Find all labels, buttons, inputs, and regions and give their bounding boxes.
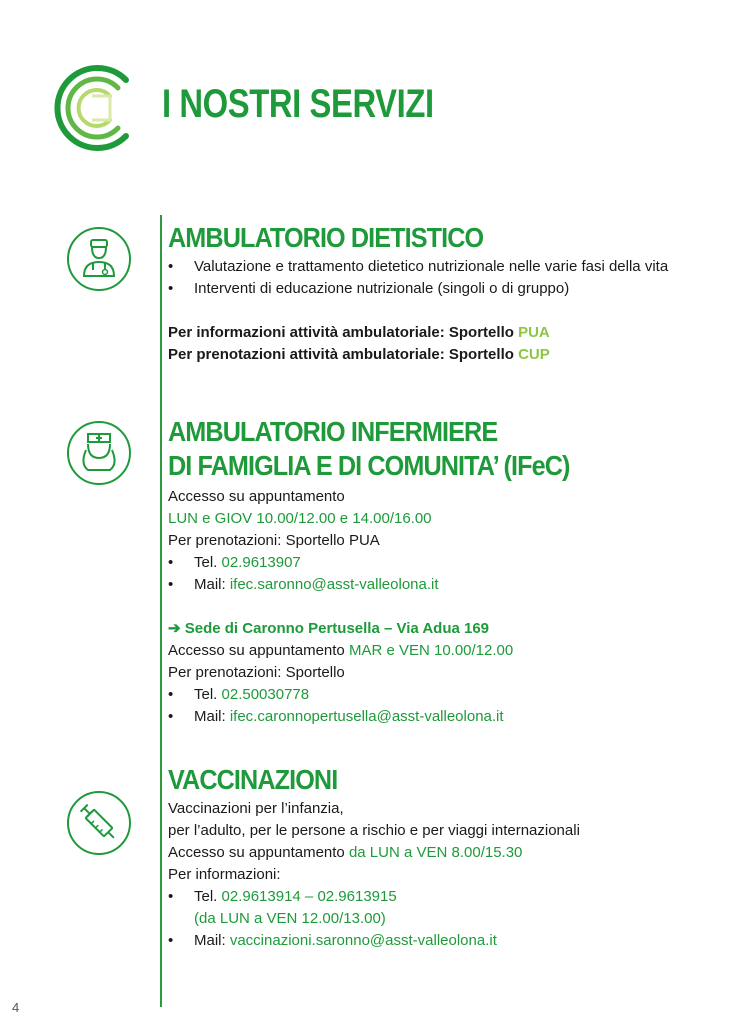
site-booking: Per prenotazioni: Sportello [168, 664, 345, 681]
mail-link[interactable]: ifec.saronno@asst-valleolona.it [229, 576, 439, 593]
tel-item: • Tel. 02.9613907 [168, 552, 708, 574]
nurse-icon [66, 420, 132, 486]
tel-link[interactable]: 02.50030778 [221, 686, 310, 703]
mail-item: • Mail: ifec.saronno@asst-valleolona.it [168, 574, 708, 596]
arrow-icon: ➔ [168, 620, 181, 637]
tel-hours: (da LUN a VEN 12.00/13.00) [194, 910, 386, 927]
section-ifec [168, 416, 708, 728]
section-title: AMBULATORIO INFERMIERE [168, 416, 498, 447]
site-title: ➔ Sede di Caronno Pertusella – Via Adua 169 [168, 620, 490, 637]
info-line: Per informazioni attività ambulatoriale: Sportello PUA [168, 324, 550, 341]
page-number: 4 [12, 1000, 20, 1015]
tel-link[interactable]: 02.9613907 [221, 554, 301, 571]
mail-link[interactable]: vaccinazioni.saronno@asst-valleolona.it [229, 932, 497, 949]
desc-text: per l’adulto, per le persone a rischio e per viaggi internazionali [168, 822, 580, 839]
page-title: I NOSTRI SERVIZI [162, 82, 434, 126]
desc-text: Vaccinazioni per l’infanzia, [168, 800, 344, 817]
list-item: • Interventi di educazione nutrizionale (singoli o di gruppo) [168, 278, 708, 300]
doctor-icon [66, 226, 132, 292]
divider-line [160, 215, 162, 1007]
tel-link[interactable]: 02.9613914 – 02.9613915 [221, 888, 397, 905]
hours-text: LUN e GIOV 10.00/12.00 e 14.00/16.00 [168, 510, 432, 527]
info-text: Per informazioni: [168, 866, 281, 883]
tel-item: • Tel. 02.9613914 – 02.9613915 (da LUN a VEN 12.00/13.00) [168, 886, 708, 930]
access-text: Accesso su appuntamento [168, 488, 345, 505]
logo-icon [48, 58, 140, 158]
cup-label: CUP [518, 346, 550, 363]
syringe-icon [66, 790, 132, 856]
pua-label: PUA [518, 324, 550, 341]
section-title: AMBULATORIO DIETISTICO [168, 222, 484, 253]
section-title: VACCINAZIONI [168, 764, 338, 795]
section-dietistico [168, 222, 708, 366]
booking-line: Per prenotazioni attività ambulatoriale: Sportello CUP [168, 346, 550, 363]
mail-link[interactable]: ifec.caronnopertusella@asst-valleolona.it [229, 708, 504, 725]
mail-item: • Mail: vaccinazioni.saronno@asst-valleolona.it [168, 930, 708, 952]
list-item: • Valutazione e trattamento dietetico nutrizionale nelle varie fasi della vita [168, 256, 708, 278]
section-vaccinazioni [168, 764, 708, 952]
booking-text: Per prenotazioni: Sportello PUA [168, 532, 380, 549]
section-title: DI FAMIGLIA E DI COMUNITA’ (IFeC) [168, 450, 570, 481]
tel-item: • Tel. 02.50030778 [168, 684, 708, 706]
access-text: Accesso su appuntamento da LUN a VEN 8.00/15.30 [168, 844, 523, 861]
mail-item: • Mail: ifec.caronnopertusella@asst-valleolona.it [168, 706, 708, 728]
site-access: Accesso su appuntamento MAR e VEN 10.00/12.00 [168, 642, 514, 659]
